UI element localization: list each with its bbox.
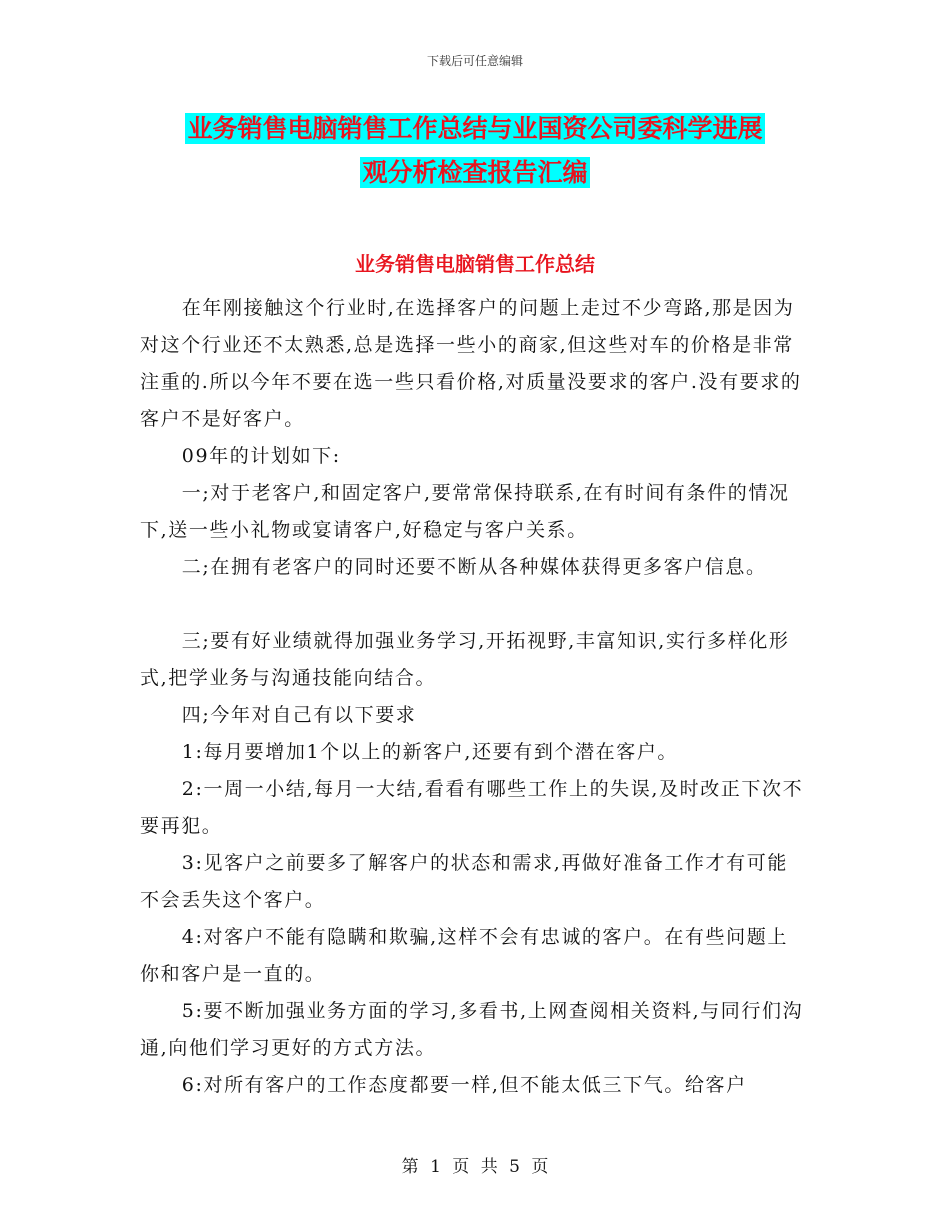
paragraph: 3:见客户之前要多了解客户的状态和需求,再做好准备工作才有可能不会丢失这个客户。 bbox=[140, 852, 788, 911]
paragraph: 四;今年对自己有以下要求 bbox=[181, 704, 417, 726]
paragraph: 4:对客户不能有隐瞒和欺骗,这样不会有忠诚的客户。在有些问题上你和客户是一直的。 bbox=[140, 926, 788, 985]
page-number-footer: 第 1 页 共 5 页 bbox=[401, 1157, 549, 1177]
paragraph: 2:一周一小结,每月一大结,看看有哪些工作上的失误,及时改正下次不要再犯。 bbox=[140, 778, 804, 837]
header-note: 下载后可任意编辑 bbox=[426, 54, 523, 68]
paragraph: 5:要不断加强业务方面的学习,多看书,上网查阅相关资料,与同行们沟通,向他们学习更好的方式方法。 bbox=[140, 1000, 804, 1059]
title-highlight: 业务销售电脑销售工作总结与业国资公司委科学进展 bbox=[187, 114, 763, 143]
title-highlight: 观分析检查报告汇编 bbox=[362, 158, 588, 187]
paragraph: 二;在拥有老客户的同时还要不断从各种媒体获得更多客户信息。 bbox=[181, 556, 767, 578]
section-heading: 业务销售电脑销售工作总结 bbox=[355, 252, 595, 276]
paragraph: 1:每月要增加1个以上的新客户,还要有到个潜在客户。 bbox=[181, 741, 679, 763]
document-title-line-1 bbox=[0, 112, 950, 146]
body-text bbox=[140, 290, 805, 1104]
paragraph: 09年的计划如下: bbox=[181, 445, 341, 467]
paragraph: 在年刚接触这个行业时,在选择客户的问题上走过不少弯路,那是因为对这个行业还不太熟悉,总是选择一些小的商家,但这些对车的价格是非常注重的.所以今年不要在选一些只看价格,对质量没要求的客户.没有要求的客户不是好客户。 bbox=[140, 297, 802, 430]
paragraph: 6:对所有客户的工作态度都要一样,但不能太低三下气。给客户 bbox=[181, 1074, 747, 1096]
paragraph: 一;对于老客户,和固定客户,要常常保持联系,在有时间有条件的情况下,送一些小礼物或宴请客户,好稳定与客户关系。 bbox=[140, 482, 790, 541]
paragraph: 三;要有好业绩就得加强业务学习,开拓视野,丰富知识,实行多样化形式,把学业务与沟通技能向结合。 bbox=[140, 630, 790, 689]
document-title-line-2 bbox=[0, 156, 950, 190]
